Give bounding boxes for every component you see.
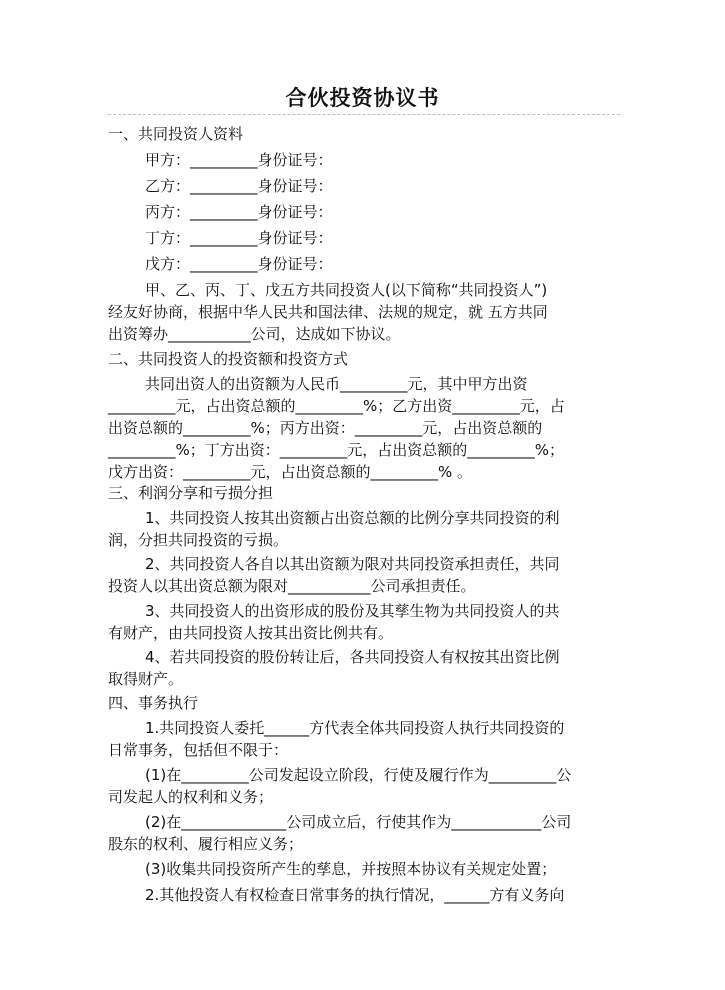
party-line: 戊方：_________身份证号： bbox=[145, 255, 333, 273]
paragraph-line: _________%；丁方出资：_________元，占出资总额的_________%； bbox=[108, 441, 565, 459]
paragraph-line: 取得财产。 bbox=[108, 670, 184, 688]
document-title: 合伙投资协议书 bbox=[285, 85, 440, 110]
paragraph-line: 戊方出资：_________元，占出资总额的_________% 。 bbox=[108, 463, 473, 481]
paragraph-line: _________元，占出资总额的_________%；乙方出资_________元，占 bbox=[108, 397, 565, 415]
paragraph-line: 1、共同投资人按其出资额占出资总额的比例分享共同投资的利 bbox=[145, 509, 560, 527]
paragraph-line: 股东的权利、履行相应义务； bbox=[108, 835, 304, 853]
paragraph-line: 投资人以其出资总额为限对___________公司承担责任。 bbox=[108, 577, 476, 595]
paragraph-line: 经友好协商，根据中华人民共和国法律、法规的规定，就 五方共同 bbox=[108, 303, 548, 321]
party-line: 丁方：_________身份证号： bbox=[145, 229, 333, 247]
paragraph-line: 4、若共同投资的股份转让后，各共同投资人有权按其出资比例 bbox=[145, 648, 560, 666]
paragraph-line: 共同出资人的出资额为人民币_________元，其中甲方出资 bbox=[145, 375, 528, 393]
paragraph-line: 润，分担共同投资的亏损。 bbox=[108, 531, 289, 549]
section-heading: 四、事务执行 bbox=[108, 694, 199, 712]
party-line: 甲方：_________身份证号： bbox=[145, 151, 333, 169]
title-divider bbox=[108, 114, 620, 115]
paragraph-line: 日常事务，包括但不限于： bbox=[108, 741, 289, 759]
paragraph-line: 1.共同投资人委托______方代表全体共同投资人执行共同投资的 bbox=[145, 719, 565, 737]
party-line: 丙方：_________身份证号： bbox=[145, 203, 333, 221]
paragraph-line: 甲、乙、丙、丁、戊五方共同投资人(以下简称“共同投资人”) bbox=[145, 281, 548, 299]
paragraph-line: 出资筹办___________公司，达成如下协议。 bbox=[108, 325, 401, 343]
section-heading: 二、共同投资人的投资额和投资方式 bbox=[108, 350, 349, 368]
paragraph-line: 2、共同投资人各自以其出资额为限对共同投资承担责任，共同 bbox=[145, 555, 560, 573]
paragraph-line: (1)在_________公司发起设立阶段，行使及履行作为_________公 bbox=[145, 766, 572, 784]
paragraph-line: 有财产，由共同投资人按其出资比例共有。 bbox=[108, 624, 394, 642]
paragraph-line: (3)收集共同投资所产生的孳息，并按照本协议有关规定处置； bbox=[145, 860, 557, 878]
paragraph-line: (2)在______________公司成立后，行使其作为____________公司 bbox=[145, 813, 572, 831]
paragraph-line: 3、共同投资人的出资形成的股份及其孳生物为共同投资人的共 bbox=[145, 602, 560, 620]
paragraph-line: 2.其他投资人有权检查日常事务的执行情况，______方有义务向 bbox=[145, 886, 565, 904]
paragraph-line: 司发起人的权利和义务； bbox=[108, 788, 274, 806]
section-heading: 一、共同投资人资料 bbox=[108, 125, 244, 143]
section-heading: 三、利润分享和亏损分担 bbox=[108, 484, 274, 502]
party-line: 乙方：_________身份证号： bbox=[145, 177, 333, 195]
paragraph-line: 出资总额的_________%；丙方出资：_________元，占出资总额的 bbox=[108, 419, 543, 437]
